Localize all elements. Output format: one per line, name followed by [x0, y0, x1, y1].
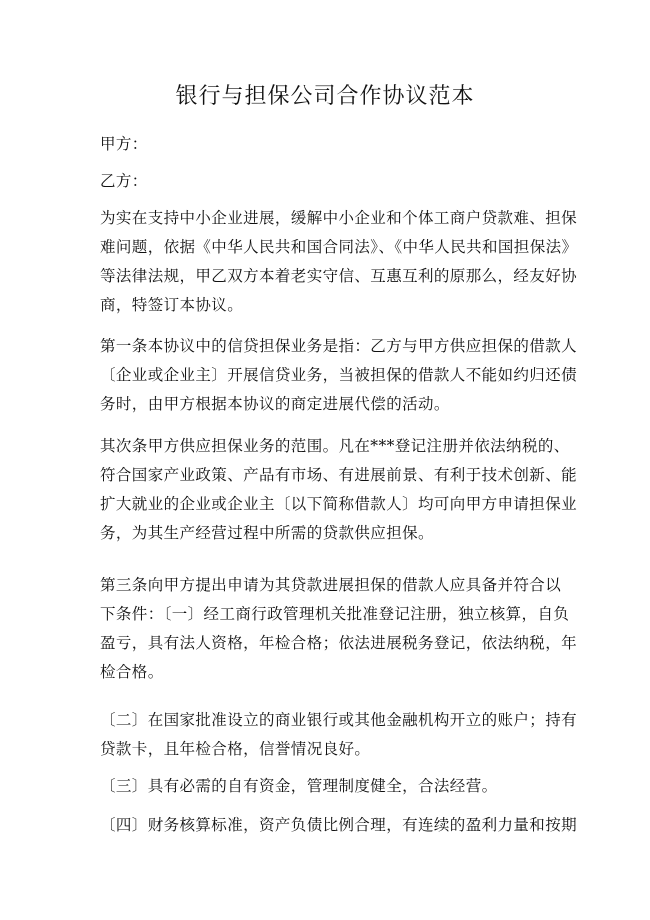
- paragraph-line: 扩大就业的企业或企业主〔以下简称借款人〕均可向甲方申请担保业: [100, 495, 578, 513]
- paragraph-line: 商，特签订本协议。: [100, 296, 244, 314]
- paragraph-line: 务，为其生产经营过程中所需的贷款供应担保。: [100, 524, 434, 542]
- paragraph-article-2: [100, 432, 578, 548]
- paragraph-line: 其次条甲方供应担保业务的范围。凡在***登记注册并依法纳税的、: [100, 437, 570, 455]
- paragraph-article-1: [100, 332, 578, 419]
- paragraph-line: 务时，由甲方根据本协议的商定进展代偿的活动。: [100, 395, 450, 413]
- paragraph-line: 第三条向甲方提出申请为其贷款进展担保的借款人应具备并符合以: [100, 576, 562, 594]
- paragraph-line: 盈亏，具有法人资格，年检合格；依法进展税务登记，依法纳税，年: [100, 634, 578, 652]
- paragraph-line: 下条件：〔一〕经工商行政管理机关批准登记注册，独立核算，自负: [100, 605, 570, 623]
- paragraph-line: 等法律法规，甲乙双方本着老实守信、互惠互利的原那么，经友好协: [100, 267, 578, 285]
- paragraph-line: 〔三〕具有必需的自有资金，管理制度健全，合法经营。: [100, 777, 498, 795]
- paragraph-line: 为实在支持中小企业进展，缓解中小企业和个体工商户贷款难、担保: [100, 209, 578, 227]
- document-title: 银行与担保公司合作协议范本: [175, 84, 475, 109]
- paragraph-preamble: [100, 204, 578, 320]
- paragraph-condition-3: [100, 772, 560, 801]
- paragraph-article-3: [100, 571, 578, 687]
- party-b-line: 乙方：: [100, 172, 148, 190]
- paragraph-condition-2: [100, 706, 578, 764]
- paragraph-line: 〔企业或企业主〕开展信贷业务，当被担保的借款人不能如约归还债: [100, 366, 578, 384]
- paragraph-line: 第一条本协议中的信贷担保业务是指：乙方与甲方供应担保的借款人: [100, 337, 578, 355]
- paragraph-condition-4: [100, 811, 578, 840]
- party-a-label: [100, 130, 560, 159]
- paragraph-line: 〔四〕财务核算标准，资产负债比例合理，有连续的盈利力量和按期: [100, 816, 578, 834]
- party-a-line: 甲方：: [100, 135, 148, 153]
- party-b-label: [100, 167, 560, 196]
- paragraph-line: 检合格。: [100, 663, 164, 681]
- paragraph-line: 符合国家产业政策、产品有市场、有进展前景、有利于技术创新、能: [100, 466, 578, 484]
- paragraph-line: 〔二〕在国家批准设立的商业银行或其他金融机构开立的账户；持有: [100, 711, 578, 729]
- paragraph-line: 贷款卡，且年检合格，信誉情况良好。: [100, 740, 371, 758]
- paragraph-line: 难问题，依据《中华人民共和国合同法》、《中华人民共和国担保法》: [100, 238, 578, 256]
